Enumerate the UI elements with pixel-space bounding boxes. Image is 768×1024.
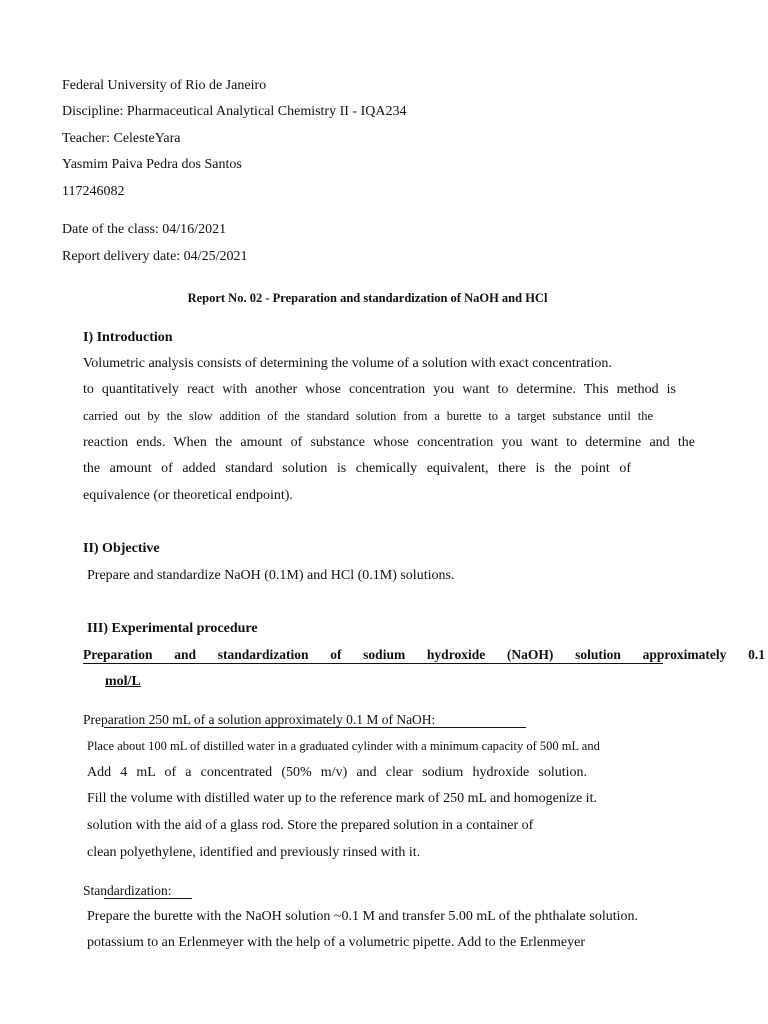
objective-text: Prepare and standardize NaOH (0.1M) and HCl (0.1M) solutions.	[87, 568, 455, 583]
preparation-underline	[104, 727, 526, 728]
standardization-title: Standardization:	[83, 883, 172, 898]
prep-line-1: Place about 100 mL of distilled water in a graduated cylinder with a minimum capacity of 500 mL and	[87, 739, 600, 753]
prep-line-3: Fill the volume with distilled water up to the reference mark of 250 mL and homogenize it.	[87, 791, 597, 806]
intro-line-1: Volumetric analysis consists of determining the volume of a solution with exact concentration.	[83, 356, 612, 371]
university-name: Federal University of Rio de Janeiro	[62, 78, 267, 93]
procedure-heading: III) Experimental procedure	[87, 621, 258, 636]
intro-line-3: carried out by the slow addition of the standard solution from a burette to a target substance until the	[83, 409, 653, 423]
prep-line-5: clean polyethylene, identified and previously rinsed with it.	[87, 845, 421, 860]
prep-line-4: solution with the aid of a glass rod. Store the prepared solution in a container of	[87, 818, 534, 833]
objective-heading: II) Objective	[83, 541, 160, 556]
discipline-line: Discipline: Pharmaceutical Analytical Chemistry II - IQA234	[62, 104, 407, 119]
standardization-underline	[104, 898, 192, 899]
intro-line-5: the amount of added standard solution is chemically equivalent, there is the point of	[83, 461, 631, 476]
intro-line-2: to quantitatively react with another whose concentration you want to determine. This method is	[83, 382, 676, 397]
procedure-subheading: Preparation and standardization of sodium hydroxide (NaOH) solution approximately 0.1	[83, 647, 765, 662]
intro-line-4: reaction ends. When the amount of substance whose concentration you want to determine and the	[83, 435, 695, 450]
delivery-date: Report delivery date: 04/25/2021	[62, 249, 248, 264]
report-title: Report No. 02 - Preparation and standardization of NaOH and HCl	[187, 291, 548, 305]
subheading-underline	[83, 663, 663, 664]
std-line-2: potassium to an Erlenmeyer with the help of a volumetric pipette. Add to the Erlenmeyer	[87, 935, 586, 950]
student-name: Yasmim Paiva Pedra dos Santos	[62, 157, 242, 172]
std-line-1: Prepare the burette with the NaOH solution ~0.1 M and transfer 5.00 mL of the phthalate solution.	[87, 909, 638, 924]
introduction-heading: I) Introduction	[83, 330, 173, 345]
procedure-subheading-cont: mol/L	[105, 674, 141, 689]
preparation-title: Preparation 250 mL of a solution approximately 0.1 M of NaOH:	[83, 712, 436, 727]
student-id: 117246082	[62, 184, 125, 199]
teacher-line: Teacher: CelesteYara	[62, 131, 181, 146]
intro-line-6: equivalence (or theoretical endpoint).	[83, 488, 293, 503]
class-date: Date of the class: 04/16/2021	[62, 222, 227, 237]
prep-line-2: Add 4 mL of a concentrated (50% m/v) and clear sodium hydroxide solution.	[87, 765, 587, 780]
